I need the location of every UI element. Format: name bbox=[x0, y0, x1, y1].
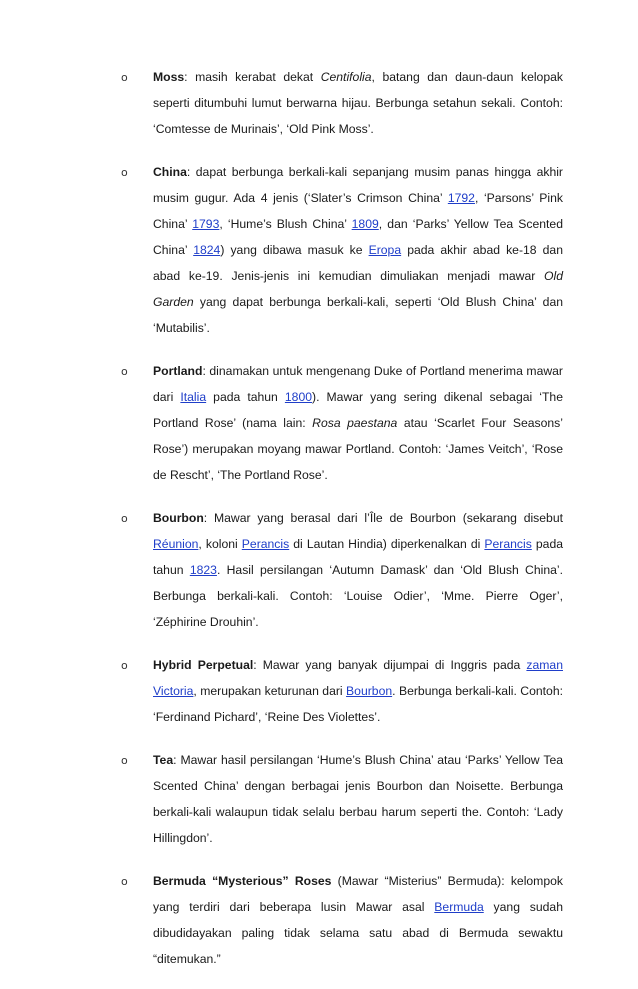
bullet-icon: o bbox=[121, 166, 128, 179]
bullet-icon: o bbox=[121, 71, 128, 84]
bullet-icon: o bbox=[121, 875, 128, 888]
list-item-portland bbox=[121, 358, 563, 488]
bullet-icon: o bbox=[121, 512, 128, 525]
link-1823[interactable]: 1823 bbox=[189, 563, 217, 577]
link-1800[interactable]: 1800 bbox=[284, 390, 313, 404]
link-bourbon[interactable]: Bourbon bbox=[346, 684, 393, 698]
bullet-icon: o bbox=[121, 659, 128, 672]
list-item-moss bbox=[121, 64, 563, 142]
bullet-icon: o bbox=[121, 365, 128, 378]
rose-class-list bbox=[121, 64, 563, 989]
item-text: Bermuda “Mysterious” Roses (Mawar “Misterius” Bermuda): kelompok yang terdiri dari beberapa lusin Mawar asal Bermuda yang sudah dibudidayakan paling tidak selama satu abad di Bermuda sewaktu “ditemukan.” bbox=[153, 874, 563, 966]
term: Portland bbox=[153, 364, 203, 378]
item-text: Bourbon: Mawar yang berasal dari l’Île de Bourbon (sekarang disebut Réunion, koloni Perancis di Lautan Hindia) diperkenalkan di Perancis pada tahun 1823. Hasil persilangan ‘Autumn Damask’ dan ‘Old Blush China’. Berbunga berkali-kali. Contoh: ‘Louise Odier’, ‘Mme. Pierre Oger’, ‘Zéphirine Drouhin’. bbox=[153, 511, 563, 629]
link-1793[interactable]: 1793 bbox=[192, 217, 220, 231]
bullet-icon: o bbox=[121, 754, 128, 767]
list-item-tea bbox=[121, 747, 563, 851]
link-1824[interactable]: 1824 bbox=[193, 243, 221, 257]
term: China bbox=[153, 165, 187, 179]
link-eropa[interactable]: Eropa bbox=[368, 243, 402, 257]
item-text: Portland: dinamakan untuk mengenang Duke of Portland menerima mawar dari Italia pada tahun 1800). Mawar yang sering dikenal sebagai ‘The Portland Rose’ (nama lain: Rosa paestana atau ‘Scarlet Four Seasons’ Rose’) merupakan moyang mawar Portland. Contoh: ‘James Veitch’, ‘Rose de Rescht’, ‘The Portland Rose’. bbox=[153, 364, 563, 482]
link-zaman-victoria[interactable]: zaman Victoria bbox=[153, 658, 563, 698]
link-perancis[interactable]: Perancis bbox=[241, 537, 290, 551]
link-1809[interactable]: 1809 bbox=[351, 217, 379, 231]
list-item-bermuda bbox=[121, 868, 563, 972]
item-text: Moss: masih kerabat dekat Centifolia, batang dan daun-daun kelopak seperti ditumbuhi lumut berwarna hijau. Berbunga setahun sekali. Contoh: ‘Comtesse de Murinais’, ‘Old Pink Moss’. bbox=[153, 70, 563, 136]
term: Hybrid Perpetual bbox=[153, 658, 254, 672]
item-text: Hybrid Perpetual: Mawar yang banyak dijumpai di Inggris pada zaman Victoria, merupakan keturunan dari Bourbon. Berbunga berkali-kali. Contoh: ‘Ferdinand Pichard’, ‘Reine Des Violettes’. bbox=[153, 658, 563, 724]
term: Moss bbox=[153, 70, 185, 84]
term: Tea bbox=[153, 753, 174, 767]
list-item-bourbon bbox=[121, 505, 563, 635]
list-item-china bbox=[121, 159, 563, 341]
term: Bourbon bbox=[153, 511, 204, 525]
link-1792[interactable]: 1792 bbox=[447, 191, 475, 205]
item-text: China: dapat berbunga berkali-kali sepanjang musim panas hingga akhir musim gugur. Ada 4 jenis (‘Slater’s Crimson China’ 1792, ‘Parsons’ Pink China’ 1793, ‘Hume’s Blush China’ 1809, dan ‘Parks’ Yellow Tea Scented China’ 1824) yang dibawa masuk ke Eropa pada akhir abad ke-18 dan abad ke-19. Jenis-jenis ini kemudian dimuliakan menjadi mawar Old Garden yang dapat berbunga berkali-kali, seperti ‘Old Blush China’ dan ‘Mutabilis’. bbox=[153, 165, 563, 335]
link-perancis[interactable]: Perancis bbox=[484, 537, 532, 551]
link-italia[interactable]: Italia bbox=[180, 390, 207, 404]
link-reunion[interactable]: Réunion bbox=[153, 537, 199, 551]
item-text: Tea: Mawar hasil persilangan ‘Hume’s Blush China’ atau ‘Parks’ Yellow Tea Scented China’ dengan berbagai jenis Bourbon dan Noisette. Berbunga berkali-kali walaupun tidak selalu berbau harum seperti the. Contoh: ‘Lady Hillingdon’. bbox=[153, 753, 563, 845]
list-item-hybrid-perpetual bbox=[121, 652, 563, 730]
link-bermuda[interactable]: Bermuda bbox=[434, 900, 484, 914]
term: Bermuda “Mysterious” Roses bbox=[153, 874, 332, 888]
